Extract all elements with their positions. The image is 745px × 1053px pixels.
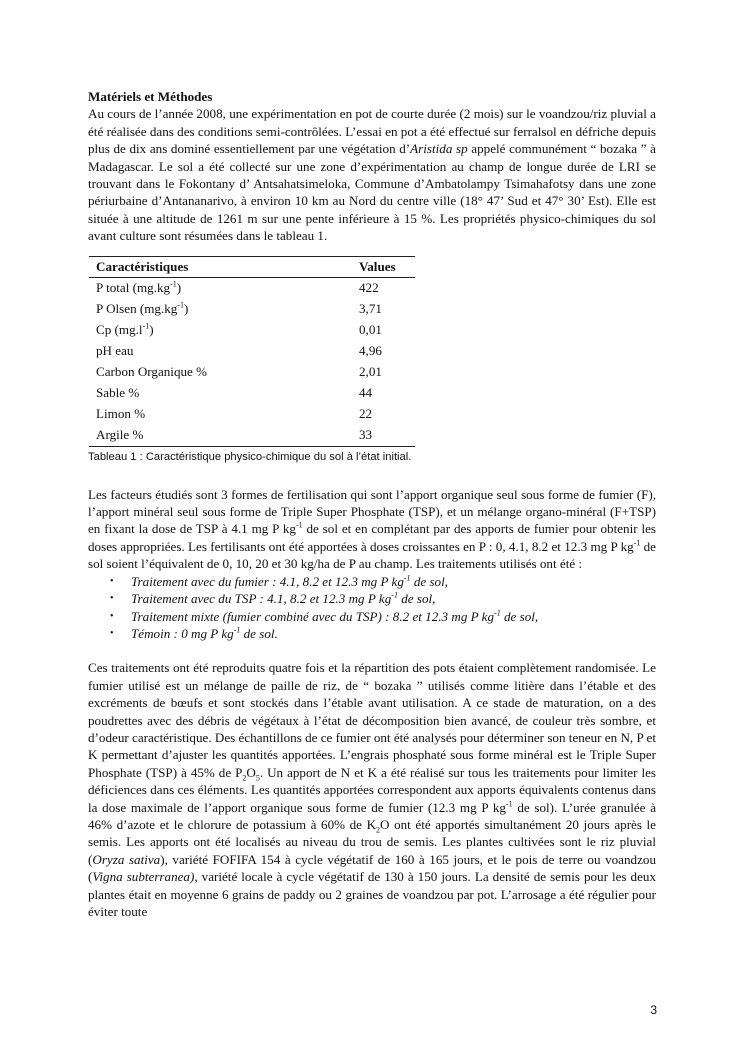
table-row — [89, 404, 415, 425]
page-number: 3 — [650, 1003, 657, 1017]
table-row — [89, 425, 415, 447]
paragraph-text: Au cours de l’année 2008, une expérimentation en pot de courte durée (2 mois) sur le voandzou/riz pluvial a été réalisée dans des conditions semi-contrôlées. L’essai en pot a été effectué sur ferralsol en défriche depuis plus de dix ans dominé essentiellement par une végétation d’ — [88, 106, 656, 157]
table-cell-label: Cp $(mg.l^{-1})$ — [96, 322, 154, 338]
table-cell-label: Argile % — [89, 425, 352, 447]
table-header-cell: Caractéristiques — [89, 256, 352, 277]
treatment-list — [88, 573, 656, 643]
table-cell-label: Sable % — [96, 385, 140, 401]
bullet-icon: • — [110, 610, 114, 622]
table-cell-value: 2,01 — [359, 364, 382, 380]
table-cell-value: 0,01 — [359, 322, 382, 338]
table-header-cell: Values — [352, 256, 415, 277]
page-content — [88, 88, 656, 920]
list-item: • Traitement avec du fumier : 4.1, 8.2 et 12.3 mg P $kg^{-1}$ de sol, — [110, 573, 449, 589]
species-name: Aristida sp — [410, 141, 468, 157]
paragraph-factors: Les facteurs étudiés sont 3 formes de fertilisation qui sont l’apport organique seul sous forme de fumier (F), l’apport minéral seul sous forme de Triple Super Phosphate (TSP), et un mélange organo-minéral (F+TSP) en fixant la dose de TSP à 4.1 mg P $kg^{-1}$ de sol et en complétant par des apports de fumier pour obtenir les doses appropriées. Les fertilisants ont été apportées à doses croissantes en P : 0, 4.1, 8.2 et 12.3 mg P $kg^{-1}$ de sol soient l’équivalent de 0, 10, 20 et 30 kg/ha de P au champ. Les traitements utilisés ont été : — [88, 486, 656, 572]
table-cell-value: 33 — [352, 425, 415, 447]
list-item: • Témoin : 0 mg P $kg^{-1}$ de sol. — [110, 625, 278, 641]
table-cell-label: pH eau — [96, 343, 134, 359]
section-heading: Matériels et Méthodes — [88, 89, 213, 104]
table-row — [89, 362, 415, 383]
table-header-row — [89, 256, 415, 277]
table-cell-value: 4,96 — [359, 343, 382, 359]
soil-properties-table — [89, 256, 415, 447]
table-row — [89, 299, 415, 320]
table-cell-value: 422 — [359, 280, 379, 296]
table-cell-label: Limon % — [96, 406, 146, 422]
table-cell-value: 44 — [359, 385, 373, 401]
paragraph-methods: Ces traitements ont été reproduits quatre fois et la répartition des pots étaient complètement randomisée. Le fumier utilisé est un mélange de paille de riz, de “ bozaka ” utilisés comme litière dans l’étable et des excréments de bœufs et sont stockés dans l’étable avant utilisation. A ce stade de maturation, on a des poudrettes avec des débris de végétaux à l’état de décomposition bien avancé, de couleur très sombre, et d’odeur caractéristique. Des échantillons de ce fumier ont été analysés pour déterminer son teneur en N, P et K permettant d’ajuster les quantités apportées. L’engrais phosphaté sous forme minéral est le Triple Super Phosphate (TSP) à 45% de $P_2O_5$. Un apport de N et K a été réalisé sur tous les traitements pour limiter les déficiences dans ces éléments. Les quantités apportées correspondent aux apports équivalents contenus dans la dose maximale de l’apport organique sous forme de fumier (12.3 mg P $kg^{-1}$ de sol). L’urée granulée à 46% d’azote et le chlorure de potassium à 60% de $K_2O$ ont été apportés simultanément 20 jours après le semis. Les apports ont été localisés au niveau du trou de semis. Les plantes cultivées sont le riz pluvial (Oryza sativa), variété FOFIFA 154 à cycle végétatif de 160 à 165 jours, et le pois de terre ou voandzou (Vigna subterranea), variété locale à cycle végétatif de 130 à 150 jours. La densité de semis pour les deux plantes était en moyenne 6 grains de paddy ou 2 graines de voandzou par pot. L’arrosage a été régulier pour éviter toute — [88, 660, 656, 919]
table-cell-label: P Olsen $(mg.kg^{-1})$ — [96, 301, 189, 317]
paragraph-intro — [88, 105, 656, 244]
bullet-icon: • — [110, 627, 114, 639]
paragraph-text: appelé communément “ bozaka ” à Madagascar. Le sol a été collecté sur une zone d’expérimentation au champ de longue durée de LRI se trouvant dans le Fokontany d’ Antsahatsimeloka, Commune d’Ambatolampy Tsimahafotsy dans une zone périurbaine d’Antananarivo, à environ 10 km au Nord du centre ville (18° 47’ Sud et 47° 30’ Est). Elle est située à une altitude de 1261 m sur une pente inférieure à 15 %. Les propriétés physico-chimiques du sol avant culture sont résumées dans le tableau 1. — [88, 141, 656, 244]
table-caption: Tableau 1 : Caractéristique physico-chimique du sol à l’état initial. — [88, 450, 412, 463]
species-name: Oryza sativa — [92, 851, 161, 867]
table-cell-label: Carbon Organique % — [96, 364, 208, 380]
table-cell-value: 22 — [359, 406, 373, 422]
table-row — [89, 320, 415, 341]
table-row — [89, 341, 415, 362]
bullet-icon: • — [110, 575, 114, 587]
species-name: Vigna subterranea), — [92, 869, 198, 885]
table-cell-label: P total $(mg.kg^{-1})$ — [96, 280, 182, 296]
table-row — [89, 277, 415, 299]
list-item: • Traitement avec du TSP : 4.1, 8.2 et 12.3 mg P $kg^{-1}$ de sol, — [110, 590, 436, 607]
bullet-icon: • — [110, 593, 114, 605]
list-item: • Traitement mixte (fumier combiné avec du TSP) : 8.2 et 12.3 mg P $kg^{-1}$ de sol, — [110, 608, 539, 624]
table-row — [89, 383, 415, 404]
table-cell-value: 3,71 — [359, 301, 382, 317]
